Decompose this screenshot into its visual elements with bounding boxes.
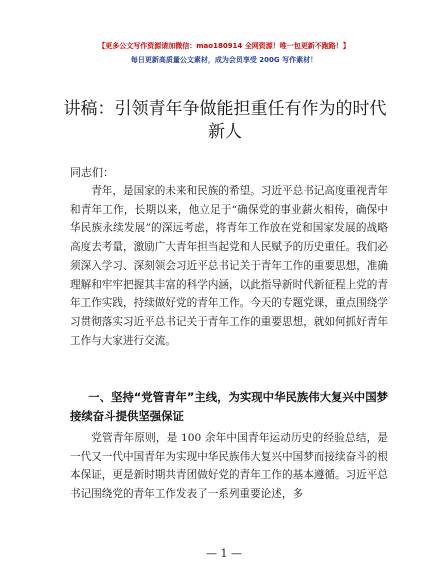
greeting: 同志们： xyxy=(70,166,114,179)
body-paragraph-2: 党管青年原则，是 100 余年中国青年运动历史的经验总结，是一代又一代中国青年为实现中华民族伟大复兴中国梦而接续奋斗的根本保证，更是新时期共青团做好党的青年工作的基本遵循。习近平总书记围绕党的青年工作发表了一系列重要论述，多 xyxy=(70,432,388,501)
section-heading-1: 一、坚持“党管青年”主线，为实现中华民族伟大复兴中国梦接续奋斗提供坚强保证 xyxy=(70,390,388,423)
document-title: 讲稿：引领青年争做能担重任有作为的时代新人 xyxy=(63,99,387,142)
page-number: — 1 — xyxy=(206,547,242,560)
body-paragraph-1: 青年，是国家的未来和民族的希望。习近平总书记高度重视青年和青年工作，长期以来，他立足于“确保党的事业薪火相传，确保中华民族永续发展”的深远考虑，将青年工作放在党和国家发展的战略高度去考量，激励广大青年担当起党和人民赋予的历史重任。我们必须深入学习、深刻领会习近平总书记关于青年工作的重要思想，准确理解和牢牢把握其丰富的科学内涵，以此指导新时代新征程上党的青年工作实践，持续做好党的青年工作。今天的专题党课，重点围绕学习贯彻落实习近平总书记关于青年工作的重要思想，就如何抓好青年工作与大家进行交流。 xyxy=(70,185,388,347)
promo-banner-blue: 每日更新高质量公文素材，成为会员享受 200G 写作素材！ xyxy=(130,56,318,64)
promo-banner-red: 【更多公文写作资源请加微信：mao180914 全网资源！唯一包更新不跑路！】 xyxy=(98,42,350,50)
